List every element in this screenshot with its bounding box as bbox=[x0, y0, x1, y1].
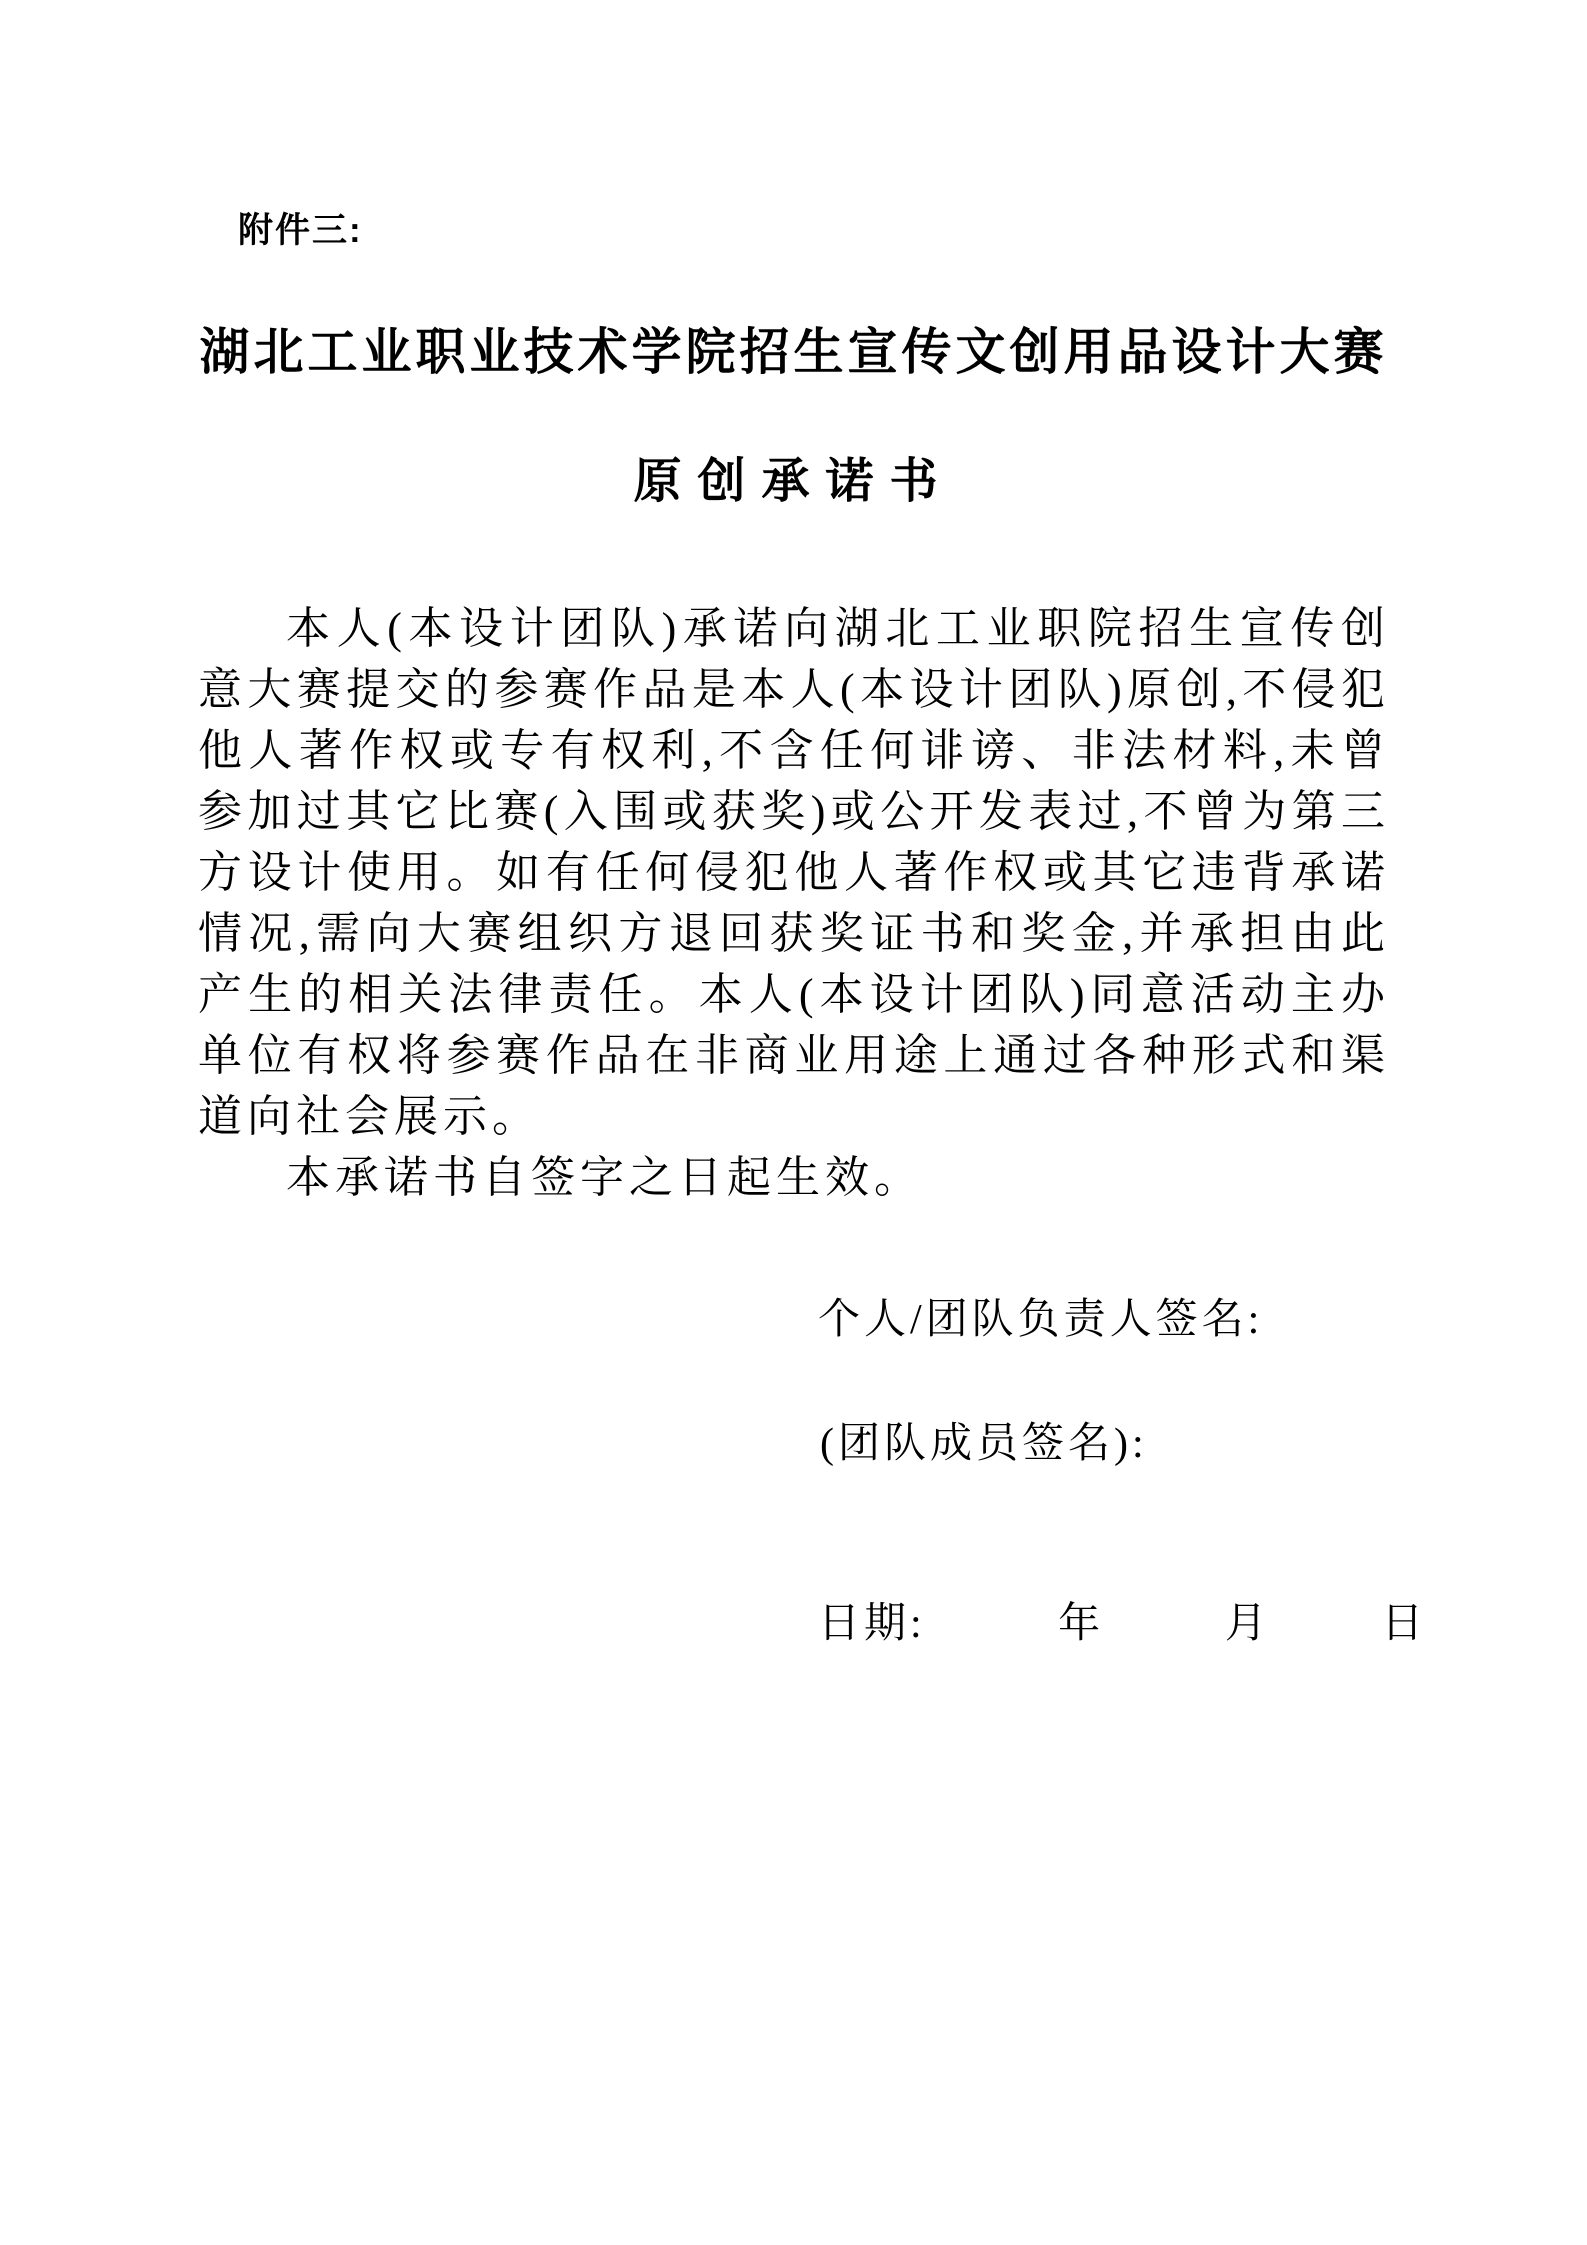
document-title-line1: 湖北工业职业技术学院招生宣传文创用品设计大赛 bbox=[199, 324, 1388, 380]
body-paragraph-commitment: 本人(本设计团队)承诺向湖北工业职院招生宣传创意大赛提交的参赛作品是本人(本设计团队)原创,不侵犯他人著作权或专有权利,不含任何诽谤、非法材料,未曾参加过其它比赛(入围或获奖)或公开发表过,不曾为第三方设计使用。如有任何侵犯他人著作权或其它违背承诺情况,需向大赛组织方退回获奖证书和奖金,并承担由此产生的相关法律责任。本人(本设计团队)同意活动主办单位有权将参赛作品在非商业用途上通过各种形式和渠道向社会展示。 bbox=[198, 604, 1390, 1141]
date-label: 日期: bbox=[818, 1601, 926, 1647]
attachment-label: 附件三: bbox=[238, 211, 363, 250]
team-members-signature-label: (团队成员签名): bbox=[820, 1421, 1148, 1467]
leader-signature-label: 个人/团队负责人签名: bbox=[818, 1297, 1264, 1343]
month-label: 月 bbox=[1224, 1601, 1271, 1647]
body-paragraph-effective-date: 本承诺书自签字之日起生效。 bbox=[286, 1153, 923, 1202]
document-body bbox=[198, 598, 1390, 1208]
document-title-line2: 原创承诺书 bbox=[633, 455, 954, 508]
day-label: 日 bbox=[1381, 1601, 1428, 1647]
date-line bbox=[818, 1590, 1427, 1650]
year-label: 年 bbox=[1058, 1601, 1105, 1647]
